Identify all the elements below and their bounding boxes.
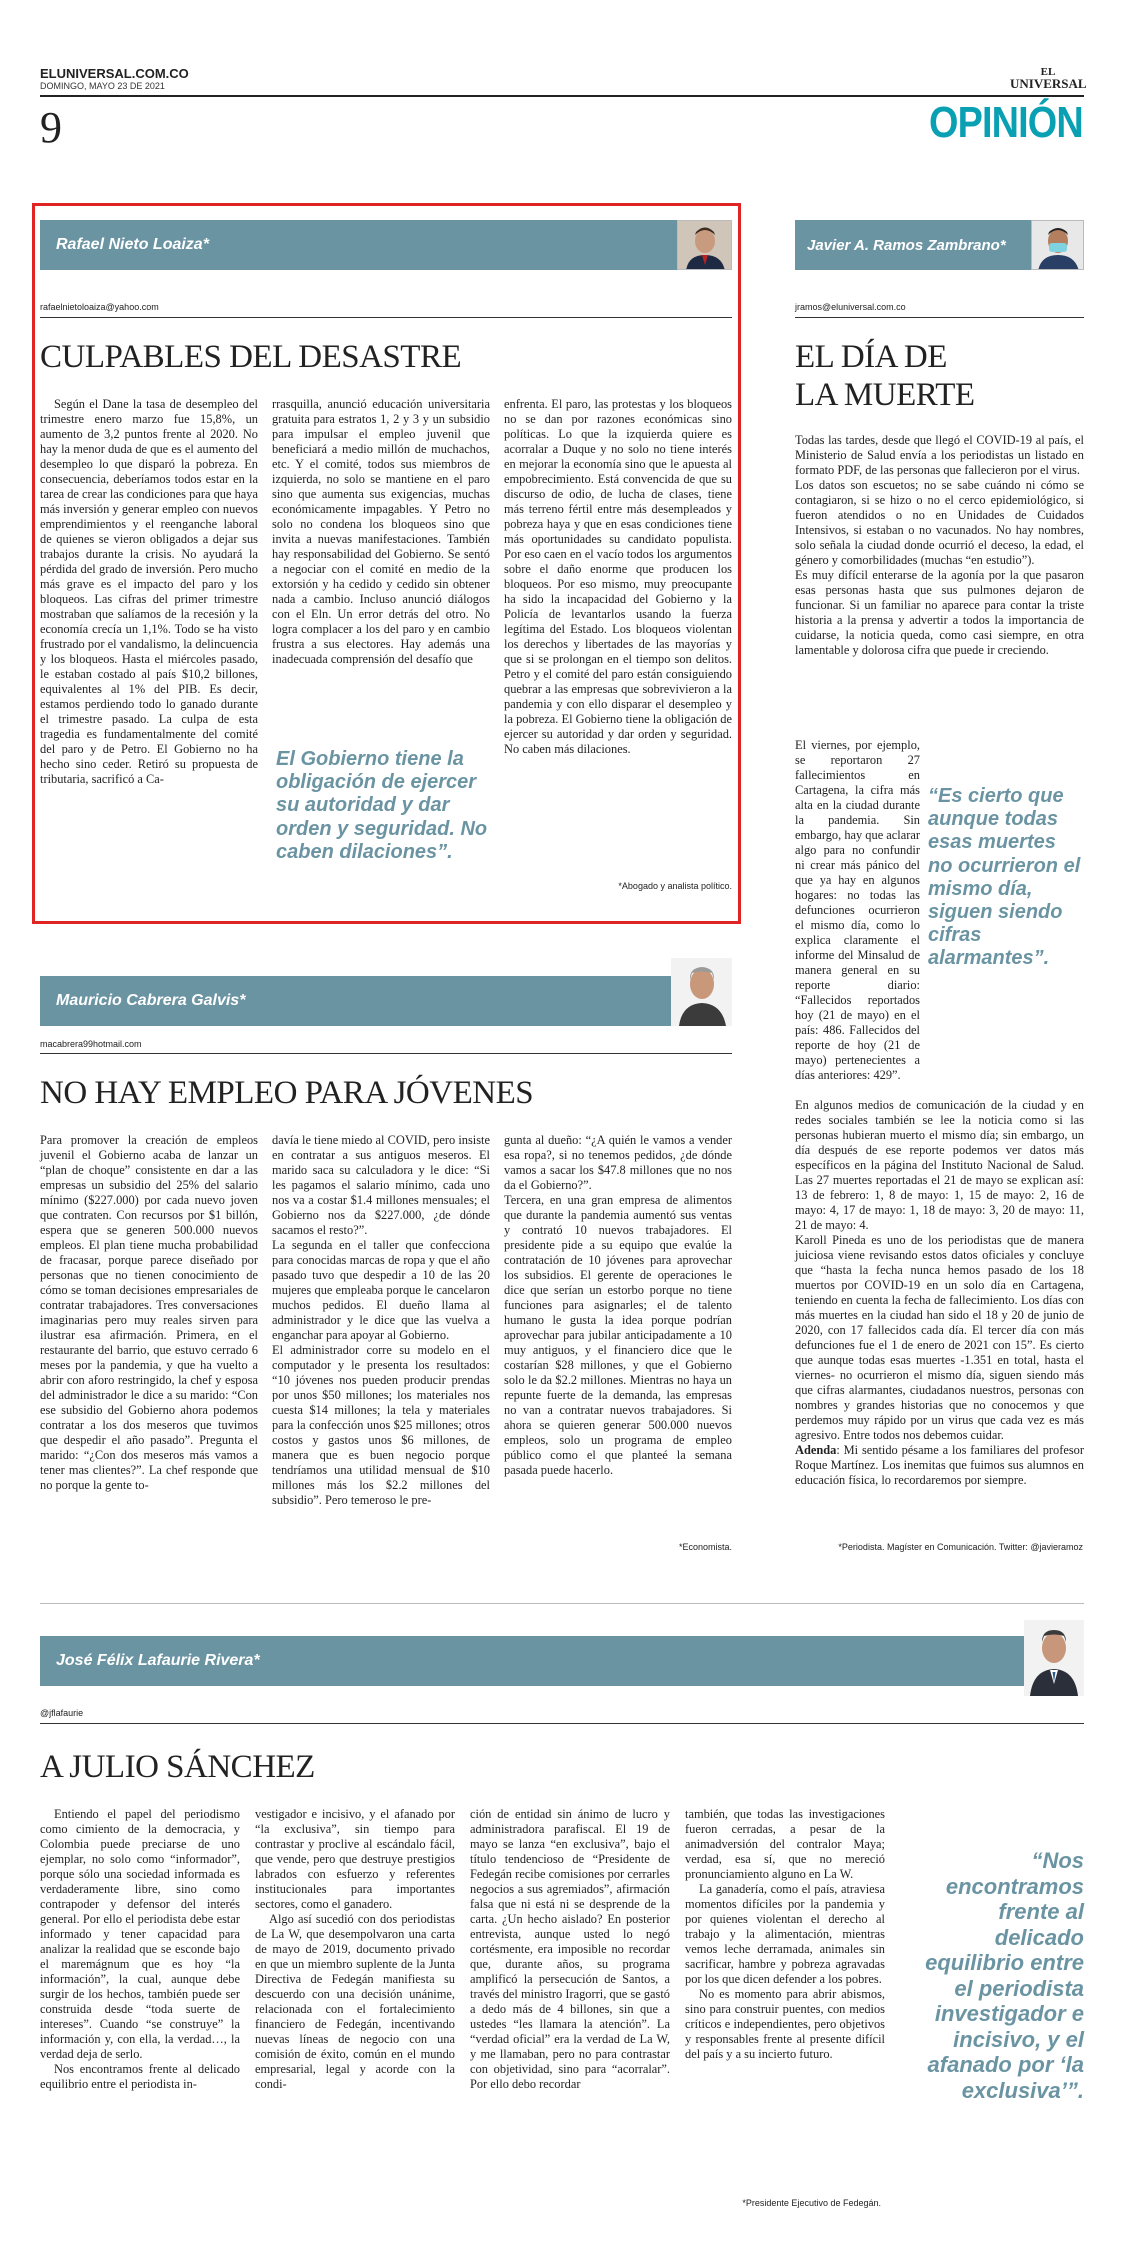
newspaper-logo[interactable] <box>1010 66 1086 90</box>
pull-quote: “Nos encontramos frente al delicado equilibrio entre el periodista investigador e incisivo, y el afanado por ‘la exclusiva’”. <box>925 1848 1084 2103</box>
paragraph: vestigador e incisivo, y el afanado por “la exclusiva”, sin tiempo para contrastar y proclive al escándalo fácil, que vende, pero que destruye prestigios labrados con esfuerzo y referentes institucionales para importantes sectores, como el ganadero. <box>255 1807 455 1911</box>
title-line: LA MUERTE <box>795 377 975 413</box>
author-footnote: *Presidente Ejecutivo de Fedegán. <box>742 2198 881 2208</box>
paragraph: ción de entidad sin ánimo de lucro y administradora parafiscal. El 19 de mayo se lanza “en exclusiva”, bajo el título tendencioso de “Presidente de Fedegán recibe comisiones por cerrarles negocios a sus agremiados”, afirmación falsa que ni está ni se desprende de la carta. ¿Un hecho aislado? En posterior entrevista, aunque usted lo negó cortésmente, era imposible no recordar que, durante años, su programa amplificó la persecución de Santos, a través del ministro Iragorri, que se gastó a dedo más de 4 billones, sin que a ustedes “les llamara la atención”. La “verdad oficial” era la verdad de La W, y me llamaban, pero no para contrastar con objetividad, sino para “acorralar”. Por ello debo recordar <box>470 1807 670 2091</box>
paragraph: La ganadería, como el país, atraviesa momentos difíciles por la pandemia y por quienes violentan el derecho al trabajo y la alimentación, mientras vemos leche derramada, animales sin sacrificar, hambre y pobreza agravadas por los que dicen defender a los pobres. <box>685 1882 885 1986</box>
author-photo <box>671 958 732 1026</box>
paragraph: rrasquilla, anunció educación universitaria gratuita para estratos 1, 2 y 3 y un subsidio para impulsar el empleo juvenil que beneficiará a medio millón de muchachos, etc. Y el comité, todos sus miembros de izquierda, no solo se mantiene en el paro sino que aumenta sus exigencias, muchas económicamente impagables. Y Petro no solo no condena los bloqueos sino que invita a nuevas manifestaciones. También hay responsabilidad del Gobierno. Se sentó a negociar con el comité en medio de la extorsión y ha cedido y cedido sin obtener nada a cambio. Incluso anunció diálogos con el Eln. Un error detrás del otro. No logra complacer a los del paro y en cambio frustra a sus electores. Hay además una inadecuada comprensión del desafío que <box>272 397 490 666</box>
author-footnote: *Economista. <box>678 1542 732 1552</box>
title-line: EL DÍA DE <box>795 339 947 375</box>
paragraph: enfrenta. El paro, las protestas y los bloqueos no se dan por razones económicas sino políticas. Lo que la izquierda quiere es acorralar a Duque y no solo no tiene interés en mejorar la economía sino que le apuesta al empobrecimiento. Está convencida de que su discurso de odio, de lucha de clases, tiene más terreno fértil entre más desempleados y pobreza haya y que en esas condiciones tiene más oportunidades su candidato populista. Por eso caen en el vacío todos los argumentos sobre el daño enorme que producen los bloqueos. Por eso mismo, muy preocupante ha sido la incapacidad del Gobierno y la Policía de levantarlos usando la fuerza legítima del Estado. Los bloqueos violentan los derechos y libertades de las mayorías y que si se prolongan en el tiempo son delitos. Petro y el comité del paro están consiguiendo quebrar a las empresas que sobrevivieron a la pandemia y con ello disparar el desempleo y la pobreza. El Gobierno tiene la obligación de ejercer su autoridad y dar orden y seguridad. No caben más dilaciones. <box>504 397 732 756</box>
author-photo <box>677 220 732 270</box>
author-band <box>40 976 732 1026</box>
paragraph: No es momento para abrir abismos, sino para construir puentes, con medios críticos e independientes, pero objetivos y responsables frente al presente difícil del país y a su incierto futuro. <box>685 1987 885 2061</box>
article-column <box>795 1098 1084 1488</box>
article-column <box>504 397 732 757</box>
paragraph: Todas las tardes, desde que llegó el COVID-19 al país, el Ministerio de Salud envía a los periodistas un listado en formato PDF, de las personas que fallecieron por el virus. <box>795 433 1084 477</box>
paragraph: Entiendo el papel del periodismo como cimiento de la democracia, y Colombia puede preciarse de uno ejemplar, no solo como “informador”, porque sólo una sociedad informada es verdaderamente libre, sino como contrapoder y defensor del interés general. Por ello el periodista debe estar informado y tener capacidad para analizar la realidad que se esconde bajo el maremágnum que es hoy “la información”, la cual, aunque debe surgir de los hechos, también puede ser construida desde “toda suerte de intereses”. Cuando “se construye” la información y, con ella, la verdad…, la verdad deja de serlo. <box>40 1807 240 2061</box>
paragraph: Nos encontramos frente al delicado equilibrio entre el periodista in- <box>40 2062 240 2091</box>
author-email[interactable]: @jflafaurie <box>40 1708 84 1718</box>
article-column <box>470 1807 670 2092</box>
addendum-label: Adenda <box>795 1443 837 1457</box>
issue-date: DOMINGO, MAYO 23 DE 2021 <box>40 81 165 91</box>
author-footnote: *Abogado y analista político. <box>618 881 732 891</box>
author-email[interactable]: rafaelnietoloaiza@yahoo.com <box>40 302 159 312</box>
logo-bottom: UNIVERSAL <box>1010 76 1087 91</box>
article-column <box>795 738 920 1083</box>
article-column <box>272 397 490 667</box>
article-title: CULPABLES DEL DESASTRE <box>40 339 462 375</box>
author-name: Mauricio Cabrera Galvis* <box>56 992 246 1009</box>
paragraph: El viernes, por ejemplo, se reportaron 27 fallecimientos en Cartagena, la cifra más alta en la ciudad durante la pandemia. Sin embargo, hay que aclarar algo para no confundir ni crear más pánico del que ya hay en algunos hogares: no todas las defunciones ocurrieron el mismo día, como lo explica claramente el informe del Minsalud de manera general en su reporte diario: “Fallecidos reportados hoy (21 de mayo) en el país: 486. Fallecidos del reporte de hoy (21 de mayo) pertenecientes a días anteriores: 429”. <box>795 738 920 1082</box>
article-rule <box>795 317 1084 318</box>
pull-quote: El Gobierno tiene la obligación de ejercer su autoridad y dar orden y seguridad. No caben dilaciones”. <box>276 748 488 863</box>
paragraph: también, que todas las investigaciones fueron cerradas, a pesar de la animadversión del contralor Maya; verdad, esa sí, que no mereció pronunciamiento alguno en La W. <box>685 1807 885 1881</box>
author-email[interactable]: macabrera99hotmail.com <box>40 1039 142 1049</box>
author-name: José Félix Lafaurie Rivera* <box>56 1652 260 1669</box>
article-column <box>685 1807 885 2062</box>
author-photo <box>1024 1620 1084 1696</box>
paragraph: Tercera, en una gran empresa de alimentos que durante la pandemia aumentó sus ventas y contrató 10 nuevos trabajadores. El presidente pide a su equipo que evalúe la contratación de 10 jóvenes para aprovechar los subsidios. El gerente de operaciones le dice que serían un estorbo porque no tiene funciones para asignarles; el de talento humano le gusta la idea porque podrían aprovechar para jubilar anticipadamente a 10 muy antiguos, y el financiero dice que le costarían $28 millones, y que el Gobierno solo le da $2.2 millones. Mientras no haya un repunte fuerte de la demanda, las empresas no van a contratar nuevos trabajadores. Si ahora se quieren generar 500.000 nuevos empleos, solo un programa de empleo público como el que planteé la semana pasada puede hacerlo. <box>504 1193 732 1477</box>
article-rule <box>40 1723 1084 1724</box>
article-rule <box>40 1053 732 1054</box>
author-footnote: *Periodista. Magíster en Comunicación. Twitter: @javieramoz <box>838 1542 1083 1552</box>
author-band <box>40 1636 1084 1686</box>
paragraph: La segunda en el taller que confecciona para conocidas marcas de ropa y que el año pasado tuvo que despedir a 10 de las 20 mujeres que empleaba porque le cancelaron muchos pedidos. El dueño llama al administrador y le dice que las vuelva a enganchar para apoyar al Gobierno. <box>272 1238 490 1342</box>
author-name: Rafael Nieto Loaiza* <box>56 236 209 253</box>
author-band <box>40 220 732 270</box>
article-title <box>795 338 975 414</box>
section-title: OPINIÓN <box>929 98 1083 147</box>
page-number: 9 <box>40 103 62 152</box>
article-title: A JULIO SÁNCHEZ <box>40 1749 315 1785</box>
pull-quote: “Es cierto que aunque todas esas muertes no ocurrieron el mismo día, siguen siendo cifras alarmantes”. <box>928 785 1081 970</box>
article-title: NO HAY EMPLEO PARA JÓVENES <box>40 1075 534 1111</box>
article-column <box>795 433 1084 658</box>
article-column <box>40 1807 240 2092</box>
paragraph: En algunos medios de comunicación de la ciudad y en redes sociales también se lee la noticia como si las personas hubieran muerto el mismo día; sin embargo, un día después de ese reporte podemos ver datos más específicos en la página del Instituto Nacional de Salud. Las 27 muertes reportadas el 21 de mayo se explican así: 13 de febrero: 1, 8 de mayo: 1, 15 de mayo: 2, 16 de mayo: 4, 17 de mayo: 1, 18 de mayo: 3, 20 de mayo: 11, 21 de mayo: 4. <box>795 1098 1084 1232</box>
header-rule <box>40 95 1084 97</box>
paragraph: Los datos son escuetos; no se sabe cuándo ni cómo se contagiaron, si se hizo o no el cerco epidemiológico, si fueron atendidos o no en Unidades de Cuidados Intensivos, si estaban o no vacunados. No hay nombres, solo señala la ciudad donde ocurrió el deceso, la edad, el género y comorbilidades (muchas “en estudio”). <box>795 478 1084 567</box>
article-column <box>504 1133 732 1478</box>
article-column <box>272 1133 490 1508</box>
paragraph: Para promover la creación de empleos juvenil el Gobierno acaba de lanzar un “plan de choque” consistente en dar a las empresas un subsidio del 25% del salario mínimo ($227.000) por cada nuevo joven que contraten. Con recursos por $1 billón, espera que se generen 500.000 nuevos empleos. El plan tiene mucha probabilidad de fracasar, porque parece diseñado por personas que no tienen conocimiento de cómo se toman decisiones empresariales de contratar trabajadores. Tres conversaciones imaginarias pero muy reales sirven para ilustrar esa afirmación. Primera, en el restaurante del barrio, que estuvo cerrado 6 meses por la pandemia, y que ha vuelto a abrir con aforo restringido, la chef y esposa del administrador le dice a su marido: “Con ese subsidio del Gobierno ahora podemos contratar a los dos meseros que tuvimos que despedir el año pasado”. Pregunta el marido: “¿Con dos meseros más vamos a tener mas clientes?”. La chef responde que no porque la gente to- <box>40 1133 258 1492</box>
section-divider <box>40 1603 1084 1604</box>
paragraph: Karoll Pineda es uno de los periodistas que de manera juiciosa viene revisando estos datos oficiales y concluye que “hasta la fecha nunca hemos pasado de los 18 muertos por COVID-19 en un solo día en Cartagena, teniendo en cuenta la fecha de fallecimiento. Los días con más muertes en la ciudad han sido el 18 y 20 de junio de 2020, con 17 fallecidos cada día. El tercer día con más defunciones fue el 1 de enero de 2021 con 15”. Es cierto que aunque todas esas muertes -1.351 en total, hasta el viernes- no ocurrieron el mismo día, siguen siendo más que cifras alarmantes, ciudadanos nuestros, personas con nombres y grandes historias que no conocemos y que perdemos muy rápido por un virus que cada vez es más agresivo. Entre todos nos debemos cuidar. <box>795 1233 1084 1442</box>
paragraph: El administrador corre su modelo en el computador y le presenta los resultados: “10 jóvenes nos pueden producir prendas por unos $50 millones; los materiales nos cuesta $14 millones; la tela y materiales para la confección unos $25 millones; otros costos y gastos unos $6 millones, de manera que es buen negocio porque tendríamos una utilidad mensual de $10 millones más los $2.2 millones del subsidio”. Pero temeroso le pre- <box>272 1343 490 1507</box>
paragraph: gunta al dueño: “¿A quién le vamos a vender esa ropa?, si no tenemos pedidos, ¿de dónde vamos a sacar los $47.8 millones que no nos da el Gobierno?”. <box>504 1133 732 1192</box>
article-rule <box>40 317 732 318</box>
article-column <box>255 1807 455 2092</box>
paragraph <box>795 1443 1084 1488</box>
site-name[interactable]: ELUNIVERSAL.COM.CO <box>40 66 189 81</box>
author-photo <box>1031 220 1084 270</box>
article-column <box>40 397 258 787</box>
paragraph: Es muy difícil enterarse de la agonía por la que pasaron esas personas hasta que sus pulmones dejaron de funcionar. Si un familiar no aparece para contar la triste historia a la prensa y advertir a todos la importancia de cuidarse, la noticia queda, como casi siempre, en otra lamentable y dolorosa cifra que puede ir creciendo. <box>795 568 1084 657</box>
paragraph: davía le tiene miedo al COVID, pero insiste en contratar a sus antiguos meseros. El marido saca su calculadora y le dice: “Si les pagamos el salario mínimo, cada uno nos va a costar $1.4 millones mensuales; el Gobierno nos da $227.000, ¿de dónde sacamos el resto?”. <box>272 1133 490 1237</box>
paragraph: Algo así sucedió con dos periodistas de La W, que desempolvaron una carta de mayo de 2019, documento privado en que un miembro suplente de la Junta Directiva de Fedegán manifiesta su descuerdo con una decisión unánime, relacionada con el fortalecimiento financiero de Fedegán, incentivando nuevas líneas de negocio con una comisión de éxito, común en el mundo empresarial, legal y acorde con la condi- <box>255 1912 455 2091</box>
author-email[interactable]: jramos@eluniversal.com.co <box>795 302 906 312</box>
addendum-text: : Mi sentido pésame a los familiares del profesor Roque Martínez. Los inemitas que fuimos sus alumnos en educación física, lo recordaremos por siempre. <box>795 1443 1084 1487</box>
paragraph: Según el Dane la tasa de desempleo del trimestre enero marzo fue 15,8%, un aumento de 3,2 puntos frente al 2020. No hay la menor duda de que es el aumento del desempleo lo que disparó la pobreza. En consecuencia, deberíamos todos estar en la tarea de crear las condiciones para que haya más inversión y generar empleo con nuevos emprendimientos y el reenganche laboral de quienes se vieron obligados a dejar sus trabajos durante la crisis. No ayudará la pérdida del grado de inversión. Pero mucho más grave es el impacto del paro y los bloqueos. Las cifras del primer trimestre mostraban que salíamos de la recesión y la economía crecía un 1,1%. Todo se ha visto frustrado por el vandalismo, la delincuencia y los bloqueos. Hasta el miércoles pasado, le estaban costado al país $10,2 billones, equivalentes al 1% del PIB. Es decir, estamos perdiendo todo lo ganado durante el trimestre pasado. La culpa de esta tragedia es fundamentalmente del comité del paro y de Petro. El Gobierno no ha hecho sino ceder. Retiró su propuesta de tributaria, sacrificó a Ca- <box>40 397 258 786</box>
author-name: Javier A. Ramos Zambrano* <box>807 236 1006 254</box>
article-column <box>40 1133 258 1493</box>
logo-top: EL <box>1040 66 1056 78</box>
